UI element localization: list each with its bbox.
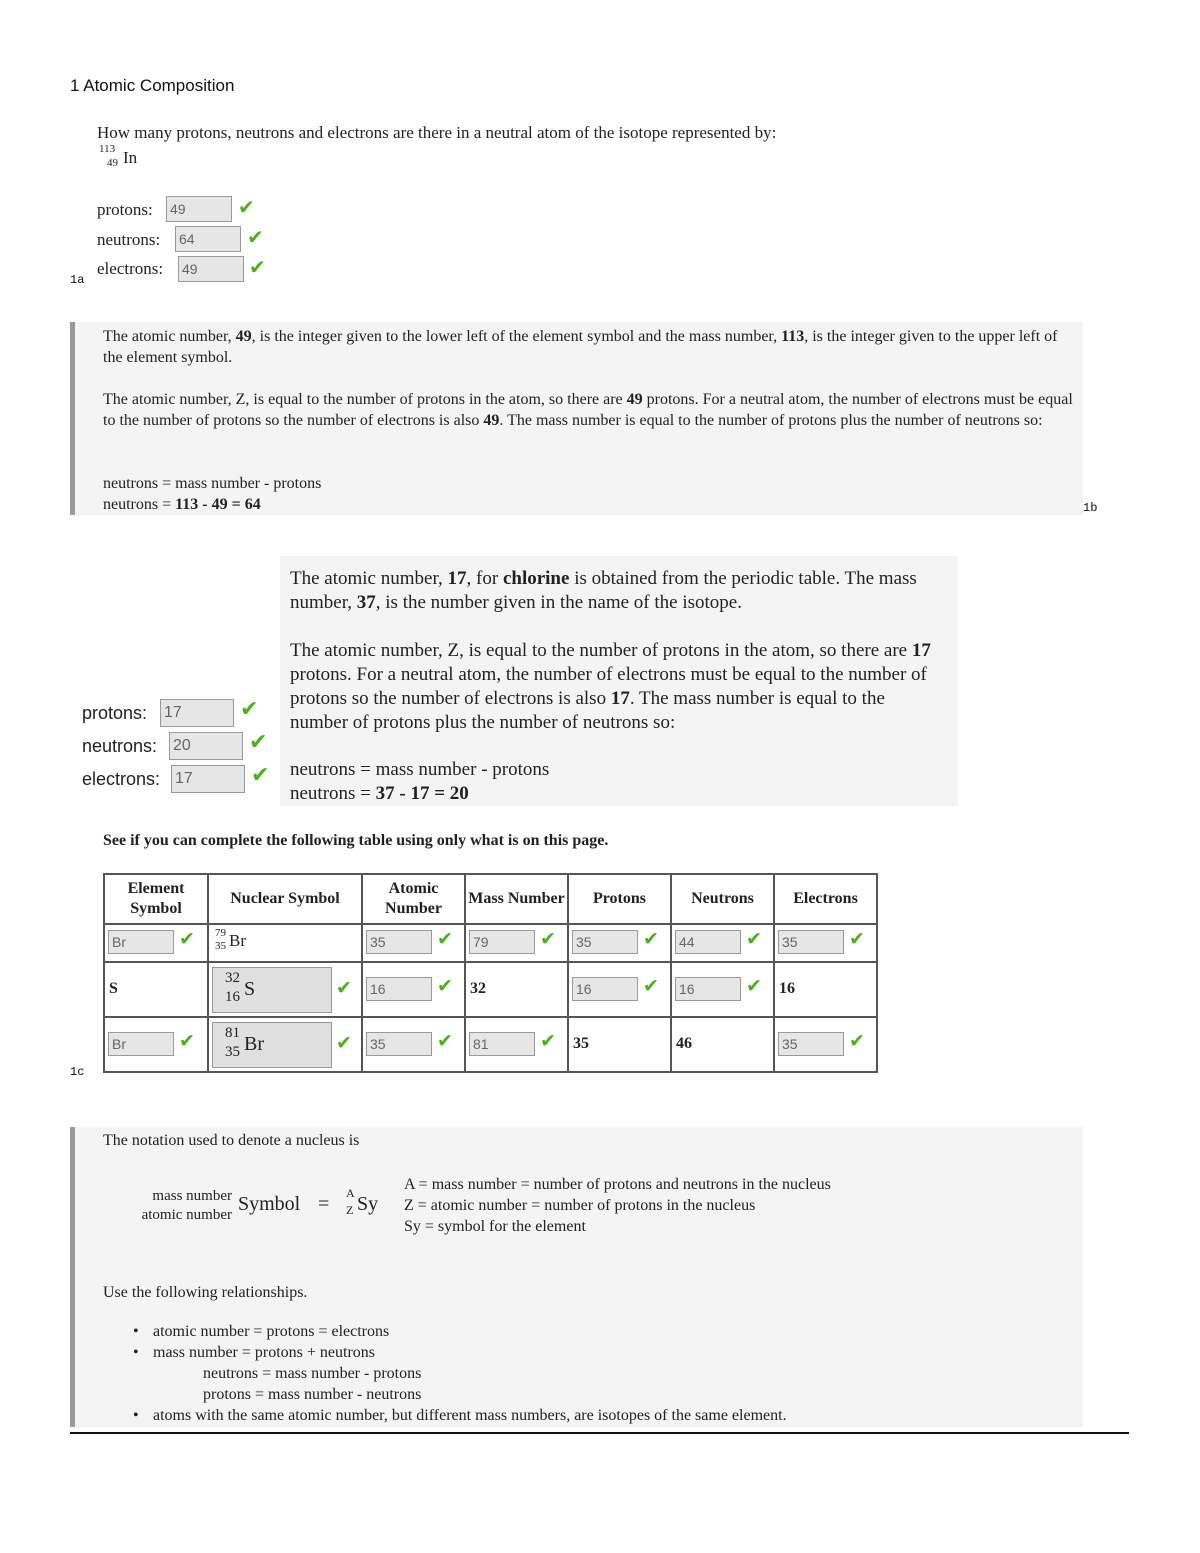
cell-electrons: [774, 924, 877, 962]
relationships-intro: Use the following relationships.: [103, 1284, 308, 1301]
correct-check-icon: ✔: [247, 225, 264, 249]
nuclear-atomic: 35: [215, 940, 226, 952]
nuclear-element: S: [244, 978, 256, 1000]
bullet-dot: •: [133, 1407, 139, 1424]
correct-check-icon: ✔: [249, 255, 266, 279]
electrons-input[interactable]: 17: [171, 765, 245, 793]
symbol-word: Symbol: [238, 1193, 301, 1215]
element-value: S: [109, 980, 118, 997]
correct-check-icon: ✔: [849, 1030, 865, 1052]
section-tag-1a: 1a: [70, 273, 85, 287]
cell-nuclear-symbol: [208, 962, 362, 1017]
relationship-3: atoms with the same atomic number, but different mass numbers, are isotopes of the same element.: [153, 1407, 787, 1424]
notation-fraction: [116, 1187, 232, 1225]
header-neutrons: Neutrons: [671, 874, 774, 924]
correct-check-icon: ✔: [540, 1030, 556, 1052]
electrons-input[interactable]: 35: [778, 1032, 844, 1056]
correct-check-icon: ✔: [251, 763, 270, 788]
section-tag-1b: 1b: [1083, 501, 1098, 515]
electrons-label: electrons:: [97, 259, 164, 278]
protons-value: 35: [573, 1035, 589, 1052]
correct-check-icon: ✔: [336, 1032, 352, 1054]
nuclear-symbol-input[interactable]: [212, 967, 332, 1013]
protons-input[interactable]: 17: [160, 699, 234, 727]
header-electrons: Electrons: [774, 874, 877, 924]
cell-element: [104, 962, 208, 1017]
correct-check-icon: ✔: [849, 928, 865, 950]
bullet-dot: •: [133, 1344, 139, 1361]
protons-label: protons:: [82, 703, 148, 723]
bullet-dot: •: [133, 1323, 139, 1340]
correct-check-icon: ✔: [643, 928, 659, 950]
atomic-input[interactable]: 35: [366, 930, 432, 954]
relationship-2: mass number = protons + neutrons: [153, 1344, 376, 1361]
atomic-input[interactable]: 16: [366, 977, 432, 1001]
neutrons-label: neutrons:: [82, 736, 158, 756]
header-element-symbol: Element Symbol: [104, 874, 208, 924]
table-row: [104, 1017, 877, 1072]
cell-neutrons: [671, 1017, 774, 1072]
relationship-2a: neutrons = mass number - protons: [203, 1365, 422, 1382]
isotope-atomic-number: 49: [107, 157, 118, 169]
cell-electrons: [774, 962, 877, 1017]
section-tag-1c: 1c: [70, 1065, 85, 1079]
symbol-Sy: Sy: [357, 1193, 379, 1215]
isotope-mass-number: 113: [99, 143, 116, 155]
nuclear-mass: 81: [225, 1025, 240, 1041]
correct-check-icon: ✔: [179, 1030, 195, 1052]
isotope-symbol: [97, 143, 157, 171]
cell-electrons: [774, 1017, 877, 1072]
nuclear-element: Br: [244, 1033, 264, 1055]
nuclear-element: Br: [229, 931, 246, 950]
definition-A: A = mass number = number of protons and neutrons in the nucleus: [404, 1176, 831, 1193]
nuclear-atomic: 35: [225, 1044, 240, 1060]
nuclear-atomic: 16: [225, 989, 240, 1005]
cell-atomic: [362, 1017, 465, 1072]
notation-intro: The notation used to denote a nucleus is: [103, 1132, 360, 1149]
cell-neutrons: [671, 924, 774, 962]
mass-input[interactable]: 81: [469, 1032, 535, 1056]
explanation-paragraph-2: The atomic number, Z, is equal to the number of protons in the atom, so there are 49 protons. For a neutral atom, the number of electrons must be equal to the number of protons so the number of electrons is also 49. The mass number is equal to the number of protons plus the number of neutrons so:: [103, 391, 1073, 429]
panel-left-bar: [70, 322, 75, 515]
panel-left-bar: [70, 1127, 75, 1427]
cell-mass: [465, 962, 568, 1017]
cell-atomic: [362, 962, 465, 1017]
fraction-top: mass number: [152, 1188, 232, 1204]
page-title: 1 Atomic Composition: [70, 76, 235, 95]
nuclear-mass: 79: [215, 927, 226, 939]
cell-element: [104, 1017, 208, 1072]
chlorine-equation-2: neutrons = 37 - 17 = 20: [290, 783, 469, 804]
protons-input[interactable]: 49: [166, 196, 232, 222]
header-atomic-number: Atomic Number: [362, 874, 465, 924]
header-mass-number: Mass Number: [465, 874, 568, 924]
cell-protons: [568, 924, 671, 962]
correct-check-icon: ✔: [643, 975, 659, 997]
table-prompt: See if you can complete the following table using only what is on this page.: [103, 832, 609, 849]
neutrons-label: neutrons:: [97, 230, 161, 249]
isotope-element: In: [123, 148, 138, 167]
electrons-label: electrons:: [82, 769, 161, 789]
symbol-Z: Z: [346, 1203, 354, 1217]
correct-check-icon: ✔: [179, 928, 195, 950]
fraction-bottom: atomic number: [141, 1207, 232, 1223]
correct-check-icon: ✔: [249, 730, 268, 755]
correct-check-icon: ✔: [437, 975, 453, 997]
chlorine-paragraph-1: The atomic number, 17, for chlorine is obtained from the periodic table. The mass number, 37, is the number given in the name of the isotope.: [290, 568, 917, 613]
isotope-table: [103, 873, 878, 1073]
cell-nuclear-symbol: [208, 924, 362, 962]
cell-element: [104, 924, 208, 962]
chlorine-paragraph-2: The atomic number, Z, is equal to the number of protons in the atom, so there are 17 protons. For a neutral atom, the number of electrons must be equal to the number of protons so the number of electrons is also 17. The mass number is equal to the number of protons plus the number of neutrons so:: [290, 640, 931, 733]
element-input[interactable]: Br: [108, 1032, 174, 1056]
correct-check-icon: ✔: [240, 697, 259, 722]
explanation-paragraph-1: The atomic number, 49, is the integer given to the lower left of the element symbol and the mass number, 113, is the integer given to the upper left of the element symbol.: [103, 328, 1058, 366]
element-input[interactable]: Br: [108, 930, 174, 954]
electrons-value: 16: [779, 980, 795, 997]
cell-nuclear-symbol: [208, 1017, 362, 1072]
electrons-input[interactable]: 49: [178, 256, 244, 282]
correct-check-icon: ✔: [437, 928, 453, 950]
cell-protons: [568, 962, 671, 1017]
nuclear-mass: 32: [225, 970, 240, 986]
neutrons-input[interactable]: 44: [675, 930, 741, 954]
correct-check-icon: ✔: [238, 195, 255, 219]
symbol-A: A: [346, 1186, 355, 1200]
definition-Sy: Sy = symbol for the element: [404, 1218, 586, 1235]
protons-label: protons:: [97, 200, 153, 219]
correct-check-icon: ✔: [540, 928, 556, 950]
relationship-1: atomic number = protons = electrons: [153, 1323, 390, 1340]
equals-sign: =: [318, 1193, 330, 1215]
equation-line-2: neutrons = 113 - 49 = 64: [103, 496, 261, 513]
bottom-rule: [70, 1432, 1129, 1434]
neutrons-input[interactable]: 20: [169, 732, 243, 760]
correct-check-icon: ✔: [437, 1030, 453, 1052]
cell-atomic: [362, 924, 465, 962]
protons-input[interactable]: 16: [572, 977, 638, 1001]
protons-input[interactable]: 35: [572, 930, 638, 954]
relationship-2b: protons = mass number - neutrons: [203, 1386, 422, 1403]
chlorine-equation-1: neutrons = mass number - protons: [290, 759, 550, 780]
correct-check-icon: ✔: [746, 975, 762, 997]
cell-mass: [465, 1017, 568, 1072]
cell-neutrons: [671, 962, 774, 1017]
cell-mass: [465, 924, 568, 962]
correct-check-icon: ✔: [336, 977, 352, 999]
mass-value: 32: [470, 980, 486, 997]
neutrons-value: 46: [676, 1035, 692, 1052]
mass-input[interactable]: 79: [469, 930, 535, 954]
correct-check-icon: ✔: [746, 928, 762, 950]
question-text: How many protons, neutrons and electrons are there in a neutral atom of the isotope represented by:: [97, 123, 777, 142]
neutrons-input[interactable]: 16: [675, 977, 741, 1001]
header-protons: Protons: [568, 874, 671, 924]
electrons-input[interactable]: 35: [778, 930, 844, 954]
nuclear-symbol-input[interactable]: [212, 1022, 332, 1068]
atomic-input[interactable]: 35: [366, 1032, 432, 1056]
equation-line-1: neutrons = mass number - protons: [103, 475, 322, 492]
definition-Z: Z = atomic number = number of protons in the nucleus: [404, 1197, 756, 1214]
table-row: [104, 924, 877, 962]
table-row: [104, 962, 877, 1017]
header-nuclear-symbol: Nuclear Symbol: [208, 874, 362, 924]
cell-protons: [568, 1017, 671, 1072]
neutrons-input[interactable]: 64: [175, 226, 241, 252]
